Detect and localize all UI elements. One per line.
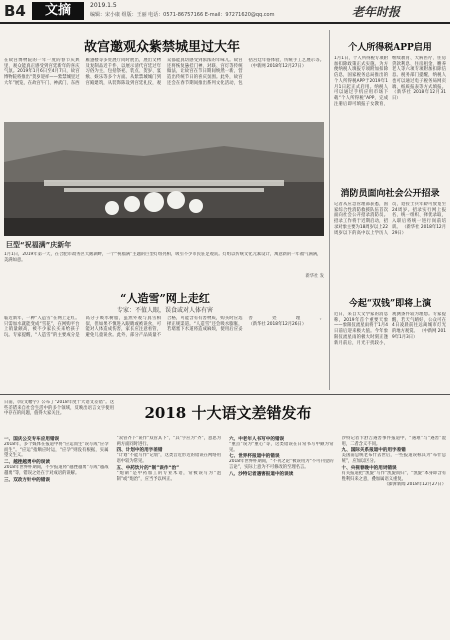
words-item-body: “计划”不能写作“记划”，这类音近形近的错误在网络用语中较为常见。 — [116, 453, 221, 465]
snow-body-text: 临近新年，一种“人造雪”在网上走红。只需加水就能变成“雪花”，在网购平台上销量颇高，被不少家长买来给孩子玩。专家提醒，“人造雪”的主要成分是高分子吸水树脂，虽然外观与真雪相似，但如果不慎进入眼睛或被误食，可能对人体造成伤害，家长应注意看管，避免儿童误食。此外，部分产品质量不合格，可能含有有害物质，购买时应选择正规渠道。“人造雪”还会吸水膨胀，若堵塞下水道将造成麻烦，使用后应妥善处理。 — [4, 316, 324, 339]
words-item — [117, 465, 222, 482]
words-item-title: 十、央视春晚中的用词错误 — [341, 465, 397, 471]
masthead-rule — [0, 22, 450, 24]
words-headline: 2018 十大语文差错发布 — [144, 404, 312, 422]
palace-body — [4, 58, 324, 120]
app-source: （新华社 2018年12月31日） — [392, 90, 446, 101]
snow-subhead: 专家：不值人眼，误食或对人体有害 — [116, 307, 213, 314]
photo-caption: 1月1日，2019年第一天，在合肥市政务区天鹅湖畔，一个“祝福满”主题的巨型灯组亮相，吸引不少市民驻足观赏。灯组以传统文化元素设计，寓意新的一年福气满满，美满如意。 — [4, 252, 322, 263]
section-number: B4 — [4, 2, 26, 20]
meteor-headline: 今起“双钱”即将上演 — [348, 299, 432, 309]
words-item — [342, 447, 447, 464]
words-item-title: 七、世界杯报道中的错误 — [229, 454, 280, 460]
meteor-body-text: 近日，来自天文学家的消息称，2019年首个重要天象——象限仪流星雨将于1月4日前后迎来极大值。今年象限仪流星雨的极大时刻正逢新月前后，月光干扰较小，观测条件较为理想。专家提醒，若天气晴好，公众可在4日凌晨前往远离城市灯光的地方观赏。 — [334, 312, 446, 346]
snow-source: （新华社 2018年12月26日） — [248, 321, 307, 327]
masthead — [0, 0, 450, 22]
words-item-body: “双管齐下”误作“双管其下”，“其”字应为“齐”，意思为两方面同时进行。 — [116, 436, 221, 447]
palace-headline: 故宫邀观众紫禁城里过大年 — [83, 40, 240, 55]
words-item-title: 五、中药饮片的“制”误作“治” — [116, 465, 180, 471]
editor-meta: 编辑：宋小康 组版：王丽 电话：0571-86757166 E-mail：97271620@qq.com — [90, 12, 275, 18]
words-item — [229, 436, 334, 453]
words-item-title: 二、越挫越勇中的误读 — [4, 460, 50, 466]
words-item-title: 六、中老年人书写中的错误 — [229, 437, 285, 442]
palace-source: （中新网 2018年12月27日） — [248, 63, 307, 69]
words-item-body: 有关报道把“凯旋”写作“凯旋而归”，“凯旋”本身即含有胜利归来之意，叠加属语义重复。 — [341, 470, 446, 482]
issue-date: 2019.1.5 — [90, 2, 117, 9]
words-item-title: 九、国际关系报道中的用字差错 — [341, 448, 406, 454]
app-body-text: 1月1日，个人所得税专项附加扣除政策正式实施。为方便纳税人填报专项附加扣除信息，国家税务总局推出的个人所得税APP于2019年1月1日起正式启用。纳税人可以通过手机应用市场下载“个人所得税”APP，完成注册后即可填报子女教育、继续教育、大病医疗、住房贷款利息、住房租金、赡养老人等六项专项附加扣除信息。税务部门提醒，纳税人也可以通过电子税务局网页端、纸质报表等方式填报。 — [334, 56, 446, 107]
photo-credit: 新华社 发 — [305, 274, 324, 279]
words-item-body: 2018年世界杯期间，“不刊之论”被误用为“不可刊登的言论”，实际上意为不可修改的至理名言。 — [229, 459, 334, 471]
words-item-body: “炮制”是中药加工的专业术语，常被误写为“泡制”或“炮治”，应当予以纠正。 — [116, 470, 221, 482]
words-intro: 日前，《咬文嚼字》公布了“2018年度十大语文差错”。这些差错来自社会生活中的多个领域，反映出语言文字使用中存在的问题，值得大家关注。 — [4, 400, 114, 417]
photo-title: 巨型“祝福满”庆新年 — [6, 241, 72, 249]
words-list — [4, 436, 446, 636]
words-item — [229, 453, 334, 470]
words-item-body: 2018年，多个媒体在报道中将“应运而生”误写成“应孕而生”。“应运”指顺应时运，“应孕”则没有根据，实属望文生义。 — [4, 442, 109, 459]
words-item-title: 一、国庆公交专车应用错误 — [4, 437, 60, 442]
column-divider — [329, 30, 330, 390]
words-item-body: 沙特记者卡舒吉遇害事件报道中，“遇难”与“遇害”混用，二者含义不同。 — [341, 436, 446, 447]
words-source: （澎湃新闻 2018年12月27日） — [384, 482, 446, 488]
words-item — [342, 465, 447, 482]
palace-body-text: 在故宫博物院的一年一度的春节庆典里，观众能真正感受到宫廷新年的喜庆气氛。2019年1月6日至4月7日，故宫博物院将推出“贺岁迎祥——紫禁城里过大年”展览，在故宫午门、神武门、东西雁翅楼等多处展厅同时展出，展出文物及复制品近千件，以展示清代宫廷过年习俗为主，包括祭祀、装点、贺岁、宴飨、娱乐等多个方面。从紫禁城城门到宫殿建筑，从装饰陈设到宫廷礼仪，观众都能真切感受到浓浓的年味儿。故宫还将恢复悬挂门神、对联、宫灯等传统做法，让故宫在节日期间焕然一新，营造出传统节日的喜庆氛围。此外，故宫还会在春节期间推出系列文化活动，包括宫廷年俗体验、传统手工艺展示等。 — [4, 58, 324, 86]
recruit-body-text: 记者从应急管理部获悉，国家综合性消防救援队伍首次面向社会公开招录消防员。招录工作将于近期启动，招录对象主要为18周岁以上22周岁以下的高中以上学历人员，退役士兵年龄可放宽至24周岁。招录实行网上报名、统一组织、择优录取，入职后将统一进行岗前培训。 — [334, 202, 446, 236]
meteor-body — [334, 312, 446, 388]
words-item-body: 2018年世界杯期间，不少报道将“越挫越勇”写成“越战越勇”等，错误之处在于对成语的误解。 — [4, 465, 109, 476]
recruit-source: （新华社 2018年12月29日） — [392, 224, 446, 236]
app-headline: 个人所得税APP启用 — [348, 43, 432, 53]
words-item — [4, 459, 109, 476]
snow-headline: “人造雪”网上走红 — [120, 292, 210, 305]
section-rule — [0, 394, 450, 395]
palace-photo — [4, 122, 324, 236]
words-item-title: 三、双改方针中的错误 — [4, 477, 50, 483]
snow-body — [4, 316, 324, 388]
newspaper-name: 老年时报 — [352, 5, 401, 19]
words-item — [4, 436, 109, 459]
words-item-title: 四、计划中的用字差错 — [116, 448, 163, 454]
meteor-source: （中新网 2019年1月3日） — [392, 329, 446, 340]
recruit-body — [334, 202, 446, 292]
words-item — [117, 447, 222, 464]
words-item-title: 八、沙特记者遇害报道中的误读 — [229, 471, 294, 477]
words-item-body: “重点”误为“重心”等，这类错误在日常书写中颇为常见。 — [229, 442, 334, 453]
lantern-display-photo — [4, 122, 324, 236]
section-name: 文摘 — [32, 2, 84, 20]
app-body — [334, 56, 446, 182]
words-item-body: 美国前总统老布什去世后，一些报道误称其为“布什总统”，应加以区分。 — [341, 453, 446, 465]
recruit-headline: 消防员面向社会公开招录 — [340, 189, 440, 199]
